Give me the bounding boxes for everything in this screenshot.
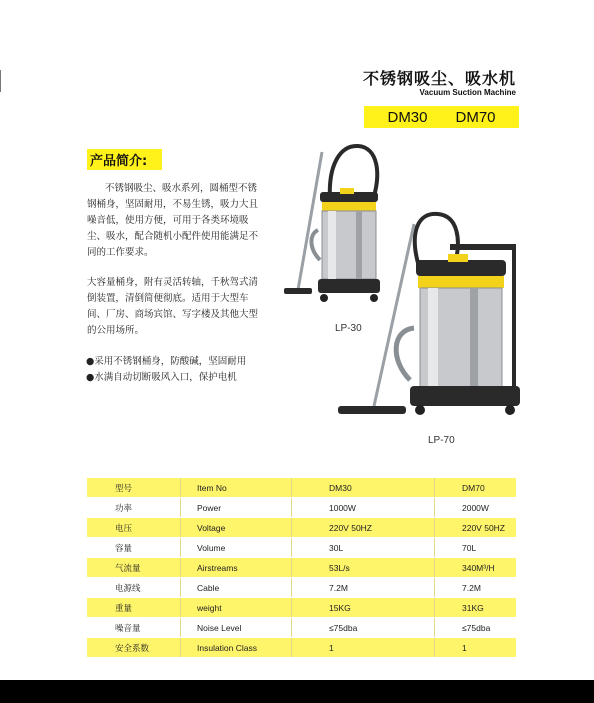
spec-cell-cn: 容量 — [87, 538, 181, 558]
intro-paragraph-2: 大容量桶身，附有灵活转轴，千秋驾式清倒装置，清倒简便彻底。适用于大型车间、厂房、商场宾馆、写字楼及其他大型的公用场所。 — [87, 277, 259, 336]
spec-row — [87, 578, 516, 598]
spec-cell-en: Item No — [181, 478, 292, 498]
spec-cell-en: Volume — [181, 538, 292, 558]
spec-cell-dm30: 220V 50HZ — [292, 518, 435, 538]
spec-row — [87, 598, 516, 618]
spec-row — [87, 558, 516, 578]
spec-cell-dm70: 70L — [435, 538, 517, 558]
spec-cell-dm70: DM70 — [435, 478, 517, 498]
spec-cell-cn: 噪音量 — [87, 618, 181, 638]
spec-cell-cn: 功率 — [87, 498, 181, 518]
spec-cell-en: weight — [181, 598, 292, 618]
spec-cell-cn: 重量 — [87, 598, 181, 618]
spec-cell-dm70: 220V 50HZ — [435, 518, 517, 538]
spec-cell-en: Insulation Class — [181, 638, 292, 658]
spec-cell-cn: 电源线 — [87, 578, 181, 598]
intro-paragraph-1: 不锈钢吸尘、吸水系列，圆桶型不锈钢桶身，坚固耐用，不易生锈，吸力大且噪音低，使用方便，可用于各类环境吸尘、吸水，配合随机小配件使用能满足不同的工作要求。 — [87, 183, 259, 258]
title-chinese: 不锈钢吸尘、吸水机 — [362, 69, 516, 88]
spec-row — [87, 618, 516, 638]
spec-cell-en: Power — [181, 498, 292, 518]
spec-cell-cn: 电压 — [87, 518, 181, 538]
spec-row — [87, 498, 516, 518]
spec-table — [87, 478, 516, 658]
spec-cell-dm30: 53L/s — [292, 558, 435, 578]
spec-cell-en: Airstreams — [181, 558, 292, 578]
model-dm30: DM30 — [387, 108, 428, 126]
spec-cell-dm70: 31KG — [435, 598, 517, 618]
spec-cell-cn: 型号 — [87, 478, 181, 498]
model-dm70: DM70 — [455, 108, 496, 126]
spec-cell-dm30: ≤75dba — [292, 618, 435, 638]
spec-cell-dm30: 7.2M — [292, 578, 435, 598]
spec-cell-en: Voltage — [181, 518, 292, 538]
spec-cell-dm70: 7.2M — [435, 578, 517, 598]
spec-cell-en: Noise Level — [181, 618, 292, 638]
spec-cell-cn: 安全系数 — [87, 638, 181, 658]
spec-row — [87, 478, 516, 498]
spec-cell-dm70: 2000W — [435, 498, 517, 518]
spec-cell-dm30: 1 — [292, 638, 435, 658]
title-english: Vacuum Suction Machine — [419, 88, 516, 97]
spec-cell-dm70: ≤75dba — [435, 618, 517, 638]
spec-row — [87, 538, 516, 558]
feature-item: ●水满自动切断吸风入口，保护电机 — [86, 372, 237, 383]
spec-cell-en: Cable — [181, 578, 292, 598]
spec-cell-dm70: 340M³/H — [435, 558, 517, 578]
intro-heading: 产品简介: — [87, 149, 162, 170]
vacuum-lp70-illustration — [330, 210, 530, 435]
model-banner — [364, 106, 519, 128]
spec-row — [87, 518, 516, 538]
spec-cell-dm30: DM30 — [292, 478, 435, 498]
spec-cell-dm30: 30L — [292, 538, 435, 558]
feature-list — [86, 354, 246, 386]
spec-cell-dm30: 15KG — [292, 598, 435, 618]
spec-cell-dm30: 1000W — [292, 498, 435, 518]
edge-mark — [0, 70, 1, 92]
spec-cell-cn: 气流量 — [87, 558, 181, 578]
spec-cell-dm70: 1 — [435, 638, 517, 658]
feature-item: ●采用不锈钢桶身，防酸碱，坚固耐用 — [86, 356, 247, 367]
footer-bar — [0, 680, 594, 703]
caption-lp30: LP-30 — [335, 323, 362, 334]
spec-row — [87, 638, 516, 658]
caption-lp70: LP-70 — [428, 435, 455, 446]
